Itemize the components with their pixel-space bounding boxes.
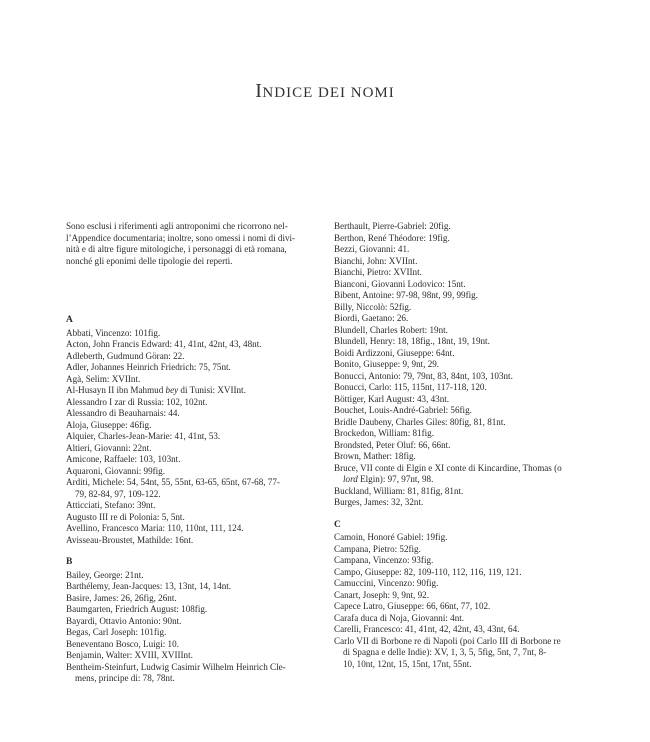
page-title	[0, 80, 650, 103]
index-entry: Augusto III re di Polonia: 5, 5nt.	[66, 511, 185, 522]
title-initial: I	[255, 80, 263, 102]
index-entry: Brown, Mather: 18fig.	[334, 451, 416, 461]
section-c	[334, 520, 614, 671]
index-entry: Begas, Carl Joseph: 101fig.	[66, 627, 167, 637]
index-entry: Arditi, Michele: 54, 54nt, 55, 55nt, 63-65, 65nt, 67-68, 77-	[66, 477, 280, 487]
section-b	[66, 557, 330, 685]
intro-line: l’Appendice documentaria; inoltre, sono omessi i nomi di divi-	[66, 232, 296, 243]
index-entry: Bibent, Antoine: 97-98, 98nt, 99, 99fig.	[334, 290, 478, 300]
intro-line: nonché gli eponimi delle tipologie dei reperti.	[66, 255, 233, 266]
index-entry: Bonucci, Carlo: 115, 115nt, 117-118, 120.	[334, 382, 487, 392]
index-entry: Camuccini, Vincenzo: 90fig.	[334, 578, 439, 588]
index-entry: Altieri, Giovanni: 22nt.	[66, 442, 152, 453]
index-entry: Bruce, VII conte di Elgin e XI conte di Kincardine, Thomas (o	[334, 462, 562, 473]
intro-line: nità e di altre figure mitologiche, i personaggi di età romana,	[66, 244, 287, 254]
index-entry: Bianconi, Giovanni Lodovico: 15nt.	[334, 278, 466, 289]
section-a	[66, 315, 330, 546]
index-entry: Bouchet, Louis-André-Gabriel: 56fig.	[334, 405, 472, 415]
index-entry: Bonito, Giuseppe: 9, 9nt, 29.	[334, 359, 440, 369]
index-entry: Bailey, George: 21nt.	[66, 569, 144, 580]
index-entry: Bianchi, Pietro: XVIInt.	[334, 267, 422, 277]
index-entry: Agà, Selim: XVIInt.	[66, 373, 141, 384]
index-entry: Camoin, Honoré Gabiel: 19fig.	[334, 532, 448, 542]
left-column	[66, 221, 330, 685]
index-entry: Campo, Giuseppe: 82, 109-110, 112, 116, 119, 121.	[334, 566, 522, 577]
index-entry: Bianchi, John: XVIInt.	[334, 255, 418, 266]
index-entry: Al-Husayn II ibn Mahmud bey di Tunisi: XVIInt.	[66, 385, 246, 395]
index-entry: Buckland, William: 81, 81fig, 81nt.	[334, 485, 464, 496]
index-entry: Baumgarten, Friedrich August: 108fig.	[66, 604, 208, 614]
index-entry: Blundell, Henry: 18, 18fig., 18nt, 19, 19nt.	[334, 336, 490, 346]
index-entry: Abbati, Vincenzo: 101fig.	[66, 327, 161, 338]
index-entry: Brondsted, Peter Oluf: 66, 66nt.	[334, 439, 451, 450]
index-entry-continuation: 10, 10nt, 12nt, 15, 15nt, 17nt, 55nt.	[343, 658, 472, 669]
index-entry: Boidi Ardizzoni, Giuseppe: 64nt.	[334, 347, 455, 358]
index-entry: Acton, John Francis Edward: 41, 41nt, 42nt, 43, 48nt.	[66, 339, 262, 349]
index-entry: Amicone, Raffaele: 103, 103nt.	[66, 454, 181, 464]
index-entry: Carlo VII di Borbone re di Napoli (poi Carlo III di Borbone re	[334, 635, 561, 646]
index-entry: Barthélemy, Jean-Jacques: 13, 13nt, 14, 14nt.	[66, 581, 232, 591]
right-column	[334, 221, 614, 670]
index-entry: Adler, Johannes Heinrich Friedrich: 75, 75nt.	[66, 362, 231, 372]
index-entry: Burges, James: 32, 32nt.	[334, 497, 424, 507]
section-letter-a: A	[66, 315, 73, 325]
index-entry: Carafa duca di Noja, Giovanni: 4nt.	[334, 612, 465, 623]
index-entry: Bezzi, Giovanni: 41.	[334, 244, 410, 254]
index-entry-continuation: mens, principe di: 78, 78nt.	[75, 673, 175, 683]
index-entry: Avisseau-Broustet, Mathilde: 16nt.	[66, 534, 194, 545]
index-entry-continuation: 79, 82-84, 97, 109-122.	[75, 488, 161, 499]
section-letter-b: B	[66, 557, 73, 567]
index-entry: Alessandro I zar di Russia: 102, 102nt.	[66, 396, 208, 407]
index-entry: Capece Latro, Giuseppe: 66, 66nt, 77, 102.	[334, 601, 491, 611]
index-entry: Basire, James: 26, 26fig, 26nt.	[66, 592, 177, 603]
index-entry: Aquaroni, Giovanni: 99fig.	[66, 465, 166, 476]
intro-line: Sono esclusi i riferimenti agli antroponimi che ricorrono nel-	[66, 221, 288, 231]
index-entry: Avellino, Francesco Maria: 110, 110nt, 111, 124.	[66, 523, 244, 533]
index-entry: Bridle Daubeny, Charles Giles: 80fig, 81, 81nt.	[334, 416, 506, 427]
index-entry: Adleberth, Gudmund Göran: 22.	[66, 350, 185, 361]
title-rest: NDICE DEI NOMI	[262, 85, 395, 101]
index-entry: Carelli, Francesco: 41, 41nt, 42, 42nt, 43, 43nt, 64.	[334, 624, 520, 634]
index-entry: Canart, Joseph: 9, 9nt, 92.	[334, 589, 429, 600]
index-entry: Beneventano Bosco, Luigi: 10.	[66, 638, 179, 649]
index-entry: Brockedon, William: 81fig.	[334, 428, 434, 438]
index-entry: Bentheim-Steinfurt, Ludwig Casimir Wilhelm Heinrich Cle-	[66, 661, 286, 672]
index-entry: Alessandro di Beauharnais: 44.	[66, 408, 180, 418]
index-entry: Atticciati, Stefano: 39nt.	[66, 500, 156, 510]
index-entry: Berthault, Pierre-Gabriel: 20fig.	[334, 221, 451, 231]
index-entry: Berthon, René Théodore: 19fig.	[334, 232, 450, 243]
index-entry-continuation: lord Elgin): 97, 97nt, 98.	[343, 474, 434, 484]
index-entry: Böttiger, Karl August: 43, 43nt.	[334, 393, 450, 404]
index-entry: Alquier, Charles-Jean-Marie: 41, 41nt, 53.	[66, 431, 221, 441]
intro-note	[66, 221, 330, 267]
index-entry: Benjamin, Walter: XVIII, XVIIInt.	[66, 650, 193, 660]
index-entry: Campana, Vincenzo: 93fig.	[334, 555, 434, 565]
index-entry: Aloja, Giuseppe: 46fig.	[66, 419, 152, 430]
index-entry: Billy, Niccolò: 52fig.	[334, 301, 412, 312]
section-b-continued	[334, 221, 614, 509]
index-entry: Blundell, Charles Robert: 19nt.	[334, 324, 448, 335]
index-entry: Bayardi, Ottavio Antonio: 90nt.	[66, 615, 182, 626]
index-entry: Biordi, Gaetano: 26.	[334, 313, 409, 323]
index-entry: Bonucci, Antonio: 79, 79nt, 83, 84nt, 103, 103nt.	[334, 370, 513, 381]
index-entry: Campana, Pietro: 52fig.	[334, 543, 421, 554]
section-letter-c: C	[334, 519, 341, 530]
index-entry-continuation: di Spagna e delle Indie): XV, 1, 3, 5, 5fig, 5nt, 7, 7nt, 8-	[343, 647, 547, 657]
